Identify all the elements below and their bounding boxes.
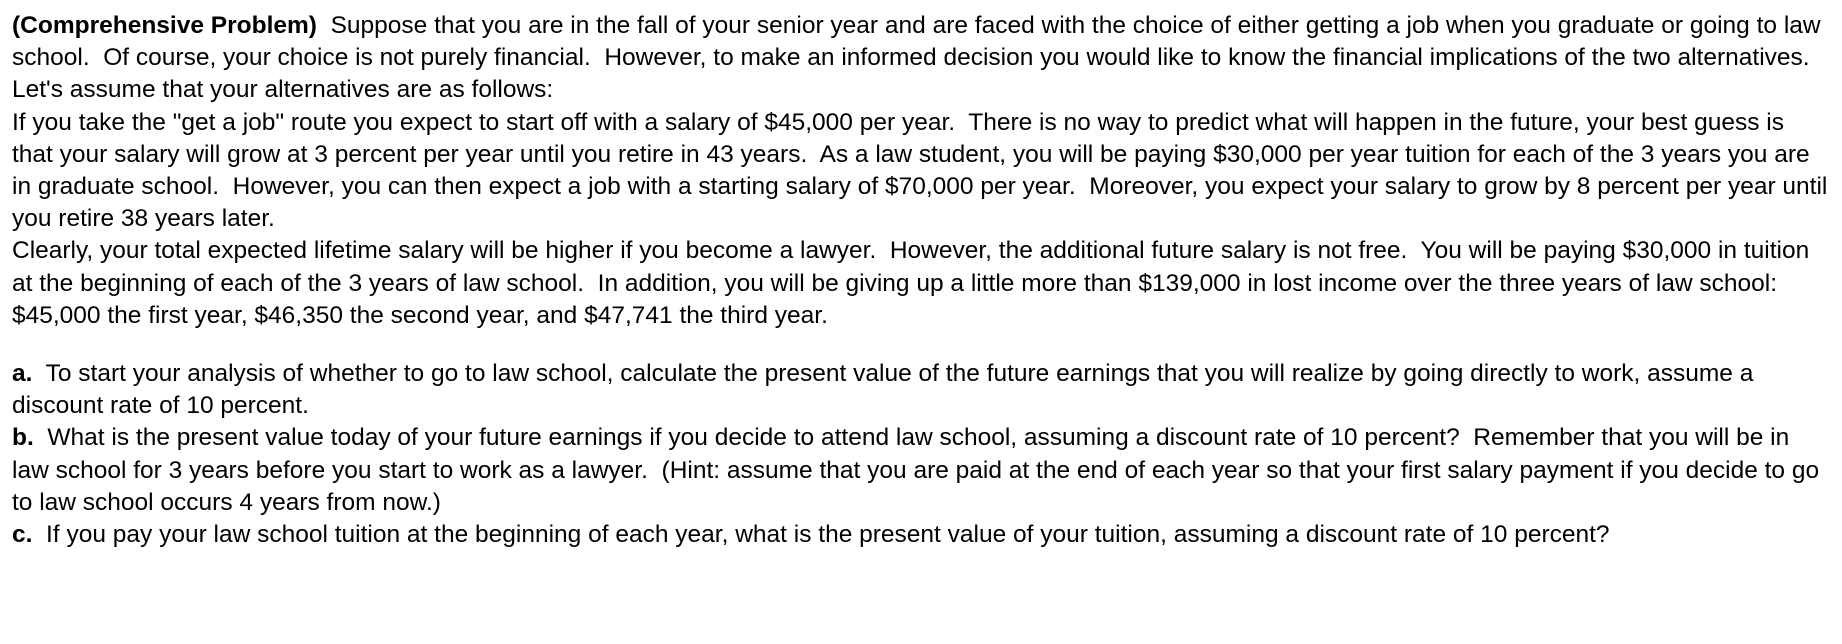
cost-paragraph: Clearly, your total expected lifetime salary will be higher if you become a lawyer. However, the additional future salary is not free. You will be paying $30,000 in tuition at the beginning of each of the 3 years of law school. In addition, you will be giving up a little more than $139,000 in lost income over the three years of law school: $45,000 the first year, $46,350 the second year, and $47,741 the third year. [12, 237, 1817, 329]
question-c-label: c. [12, 521, 33, 549]
paragraph-spacer [12, 332, 1830, 358]
question-a-label: a. [12, 360, 33, 388]
question-c [12, 519, 1830, 551]
question-a [12, 358, 1830, 422]
intro-paragraph [12, 10, 1830, 107]
question-b-label: b. [12, 424, 34, 452]
intro-text: Suppose that you are in the fall of your senior year and are faced with the choice of either getting a job when you graduate or going to law school. Of course, your choice is not purely financial. However, to make an informed decision you would like to know the financial implications of the two alternatives. Let's assume that your alternatives are as follows: [12, 12, 1828, 104]
question-b [12, 422, 1830, 519]
question-a-text: To start your analysis of whether to go to law school, calculate the present value of the future earnings that you will realize by going directly to work, assume a discount rate of 10 percent. [12, 360, 1761, 420]
question-c-text: If you pay your law school tuition at the beginning of each year, what is the present value of your tuition, assuming a discount rate of 10 percent? [32, 521, 1610, 549]
problem-label: (Comprehensive Problem) [12, 12, 317, 39]
job-route-paragraph: If you take the "get a job" route you expect to start off with a salary of $45,000 per year. There is no way to predict what will happen in the future, your best guess is that your salary will grow at 3 percent per year until you retire in 43 years. As a law student, you will be paying $30,000 per year tuition for each of the 3 years you are in graduate school. However, you can then expect a job with a starting salary of $70,000 per year. Moreover, you expect your salary to grow by 8 percent per year until you retire 38 years later. [12, 108, 1835, 233]
question-b-text: What is the present value today of your future earnings if you decide to attend law school, assuming a discount rate of 10 percent? Remember that you will be in law school for 3 years before you start to work as a lawyer. (Hint: assume that you are paid at the end of each year so that your first salary payment if you decide to go to law school occurs 4 years from now.) [12, 424, 1826, 516]
